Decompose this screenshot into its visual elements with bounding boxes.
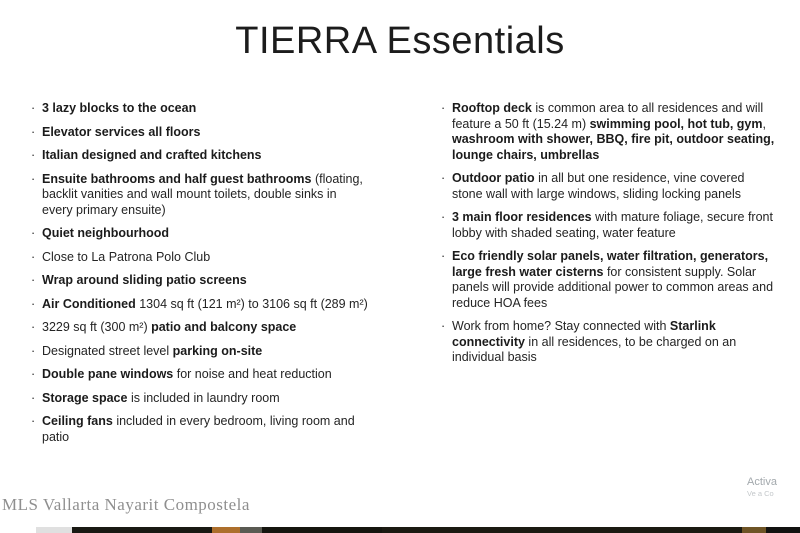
strip-segment [262,527,382,533]
bullet-dot: · [441,210,446,224]
list-item [30,344,368,360]
feature-text: for noise and heat reduction [173,367,332,381]
list-item [30,148,368,164]
bullet-dot: · [441,319,446,333]
list-item [30,367,368,383]
feature-text-bold: Air Conditioned [42,296,136,311]
mls-watermark: MLS Vallarta Nayarit Compostela [2,495,250,514]
bottom-strip [0,527,800,533]
feature-text: 3229 sq ft (300 m²) [42,320,152,334]
activation-line1: Activa [747,476,777,488]
list-item [30,250,368,266]
feature-text-bold: Rooftop deck [452,101,532,115]
list-item [440,101,778,163]
strip-segment [742,527,766,533]
feature-text: Work from home? Stay connected with [452,319,670,333]
feature-text-bold: Starlink connectivity [452,319,716,349]
feature-text-bold: Quiet neighbourhood [42,226,170,240]
bullet-dot: · [441,171,446,185]
feature-text: in all but one residence, vine covered stone wall with large windows, sliding locking panels [452,171,745,201]
list-item [30,125,368,141]
bullet-dot: · [31,320,36,334]
feature-text-bold: swimming pool, hot tub, gym [589,116,763,131]
feature-text-bold: Ensuite bathrooms and half guest bathrooms [42,171,312,186]
feature-text: 1304 sq ft (121 m²) to 3106 sq ft (289 m²) [135,296,368,311]
feature-columns [30,101,778,453]
list-item [30,414,368,445]
feature-text: (floating, backlit vanities and wall mount toilets, double sinks in every primary ensuite) [42,171,363,217]
bullet-dot: · [31,148,36,162]
feature-text: is included in laundry room [127,390,280,405]
page-title: TIERRA Essentials [235,20,565,62]
feature-text-bold: 3 main floor residences [452,210,592,224]
list-item [440,210,778,241]
list-item [30,391,368,407]
activation-line2: Ve a Co [747,489,774,498]
feature-text-bold: Outdoor patio [452,171,535,185]
bullet-dot: · [441,249,446,263]
strip-segment [382,527,742,533]
feature-text-bold: Elevator services all floors [42,124,201,139]
list-item [440,319,778,366]
feature-text: with mature foliage, secure front lobby with shaded seating, water feature [452,210,773,240]
list-item [30,320,368,336]
bullet-dot: · [31,124,36,139]
feature-text: Designated street level [42,343,173,358]
feature-text-bold: 3 lazy blocks to the ocean [42,101,197,115]
bullet-dot: · [31,390,36,405]
strip-segment [72,527,212,533]
strip-segment [212,527,240,533]
list-item [30,226,368,242]
bullet-dot: · [31,249,36,264]
bullet-dot: · [31,226,36,240]
feature-text-bold: Wrap around sliding patio screens [42,273,247,287]
feature-text: , [762,116,766,131]
bullet-dot: · [31,414,36,428]
bullet-dot: · [31,101,36,115]
bullet-dot: · [31,296,36,311]
list-item [30,273,368,289]
feature-text-bold: Ceiling fans [42,414,113,428]
feature-text-bold: Eco friendly solar panels, water filtration, generators, large fresh water cisterns [452,249,769,279]
bullet-dot: · [441,101,446,115]
list-item [440,171,778,202]
bullet-dot: · [31,343,36,358]
list-item [30,101,368,117]
feature-text-bold: Italian designed and crafted kitchens [42,148,262,162]
strip-segment [36,527,72,533]
bullet-dot: · [31,273,36,287]
bullet-dot: · [31,367,36,381]
feature-list-left [30,101,368,453]
feature-text-bold: parking on-site [172,343,263,358]
strip-segment [0,527,36,533]
list-item [30,297,368,313]
feature-text: in all residences, to be charged on an individual basis [452,334,737,364]
strip-segment [240,527,262,533]
feature-text: included in every bedroom, living room and patio [42,414,355,444]
bullet-dot: · [31,171,36,186]
feature-text-bold: washroom with shower, BBQ, fire pit, outdoor seating, lounge chairs, umbrellas [452,132,775,162]
feature-text-bold: Storage space [42,390,128,405]
strip-segment [766,527,800,533]
feature-list-right [440,101,778,453]
feature-text-bold: Double pane windows [42,367,174,381]
feature-text: is common area to all residences and will feature a 50 ft (15.24 m) [452,101,764,131]
feature-text: for consistent supply. Solar panels will provide additional power to common areas and reduce HOA fees [452,264,774,310]
feature-text: Close to La Patrona Polo Club [42,249,211,264]
list-item [440,249,778,311]
feature-text-bold: patio and balcony space [151,320,297,334]
list-item [30,172,368,219]
windows-activation-watermark [747,476,800,498]
